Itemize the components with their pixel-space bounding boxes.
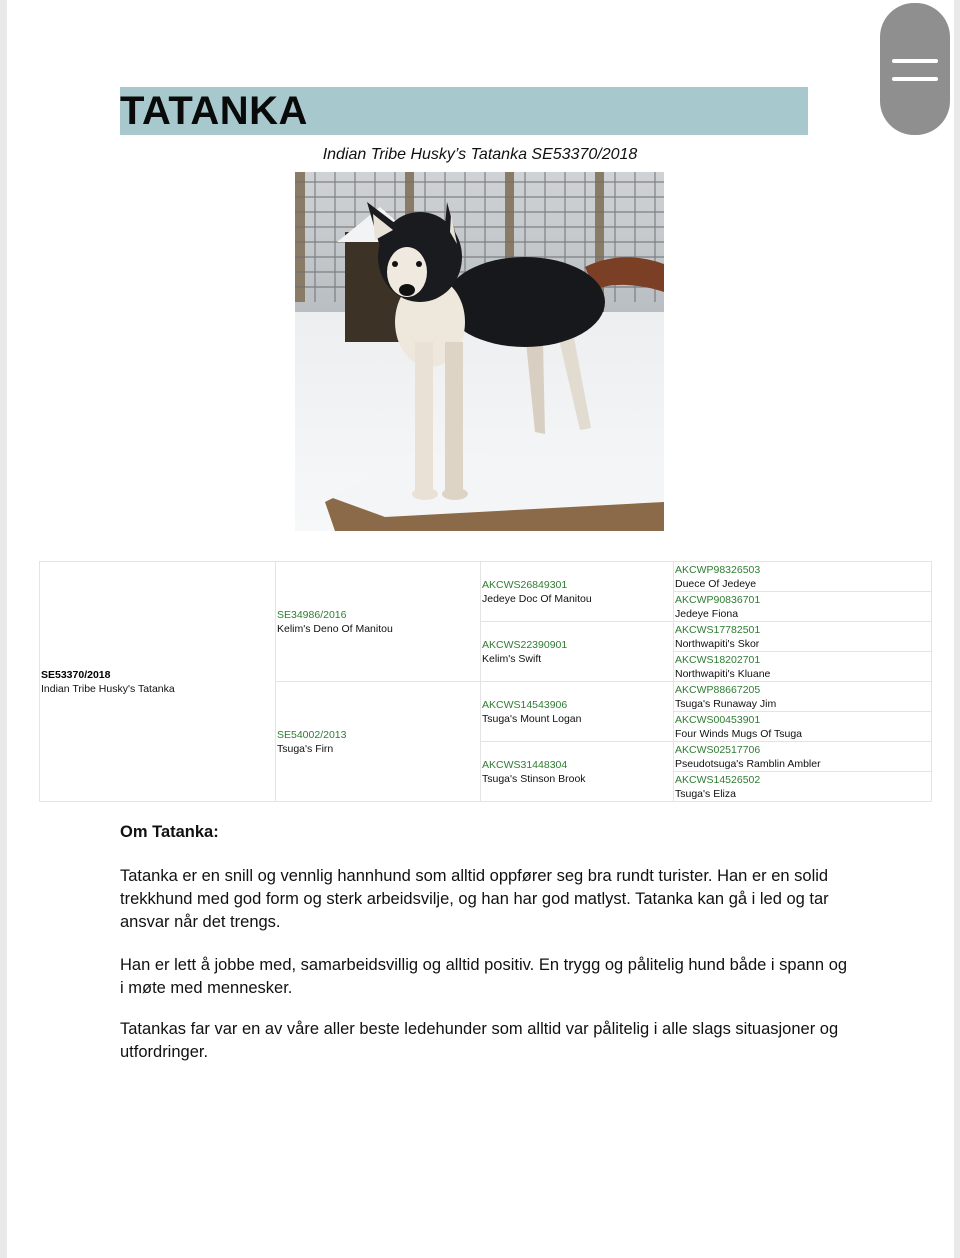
pedigree-dam-cell [276,682,481,802]
pedigree-ggp-reg: AKCWP90836701 [675,593,761,606]
pedigree-sire-cell [276,562,481,682]
pedigree-great-grandparent-cell [674,562,932,592]
pedigree-ggp-name: Tsuga's Runaway Jim [675,697,777,710]
pedigree-ggp-reg: AKCWP98326503 [675,563,761,576]
pedigree-grandparent-name: Jedeye Doc Of Manitou [482,592,592,605]
pedigree-dam-name: Tsuga's Firn [277,742,334,755]
title-band [120,87,808,135]
pedigree-ggp-name: Duece Of Jedeye [675,577,757,590]
pedigree-great-grandparent-cell [674,772,932,802]
pedigree-great-grandparent-cell [674,712,932,742]
about-paragraph: Han er lett å jobbe med, samarbeidsvillig og alltid positiv. En trygg og pålitelig hund både i spann og i møte med mennesker. [120,956,848,997]
pedigree-ggp-reg: AKCWS00453901 [675,713,761,726]
pedigree-self-reg: SE53370/2018 [41,668,111,681]
about-paragraph: Tatankas far var en av våre aller beste ledehunder som alltid var pålitelig i alle slags situasjoner og utfordringer. [120,1020,839,1061]
pedigree-grandparent-reg: AKCWS22390901 [482,638,568,651]
pedigree-ggp-name: Tsuga's Eliza [675,787,736,800]
pedigree-ggp-reg: AKCWS02517706 [675,743,761,756]
pedigree-great-grandparent-cell [674,742,932,772]
pedigree-ggp-name: Jedeye Fiona [675,607,739,620]
pedigree-grandparent-reg: AKCWS31448304 [482,758,568,771]
pedigree-ggp-name: Northwapiti's Skor [675,637,760,650]
about-paragraph: Tatanka er en snill og vennlig hannhund som alltid oppfører seg bra rundt turister. Han er en solid trekkhund med god form og sterk arbeidsvilje, og han har god matlyst. Tatanka kan gå i led og tar ansvar når det trengs. [120,867,829,931]
pedigree-grandparent-name: Tsuga's Mount Logan [482,712,582,725]
pedigree-grandparent-reg: AKCWS14543906 [482,698,568,711]
pedigree-grandparent-cell [481,562,674,622]
pedigree-grandparent-cell [481,682,674,742]
menu-button[interactable] [880,3,950,135]
pedigree-grandparent-name: Kelim's Swift [482,652,542,665]
pedigree-ggp-reg: AKCWP88667205 [675,683,761,696]
pedigree-self-cell [40,562,276,802]
pedigree-ggp-name: Northwapiti's Kluane [675,667,771,680]
pedigree-grandparent-reg: AKCWS26849301 [482,578,568,591]
pedigree-ggp-name: Pseudotsuga's Ramblin Ambler [675,757,821,770]
pedigree-grandparent-name: Tsuga's Stinson Brook [482,772,586,785]
pedigree-table [39,561,932,802]
pedigree-great-grandparent-cell [674,592,932,622]
pedigree-grandparent-cell [481,742,674,802]
pedigree-sire-reg: SE34986/2016 [277,608,347,621]
pedigree-grandparent-cell [481,622,674,682]
pedigree-self-name: Indian Tribe Husky's Tatanka [41,682,175,695]
pedigree-great-grandparent-cell [674,622,932,652]
pedigree-ggp-reg: AKCWS14526502 [675,773,761,786]
pedigree-dam-reg: SE54002/2013 [277,728,347,741]
pedigree-great-grandparent-cell [674,652,932,682]
page-edge-left [0,0,7,1258]
dog-registered-name: Indian Tribe Husky’s Tatanka SE53370/2018 [322,146,638,163]
dog-photo [295,172,664,531]
pedigree-great-grandparent-cell [674,682,932,712]
about-heading: Om Tatanka: [120,823,219,841]
page-title: TATANKA [120,89,308,133]
pedigree-ggp-reg: AKCWS18202701 [675,653,761,666]
pedigree-ggp-name: Four Winds Mugs Of Tsuga [675,727,803,740]
pedigree-ggp-reg: AKCWS17782501 [675,623,761,636]
page-edge-right [954,0,960,1258]
pedigree-sire-name: Kelim's Deno Of Manitou [277,622,393,635]
